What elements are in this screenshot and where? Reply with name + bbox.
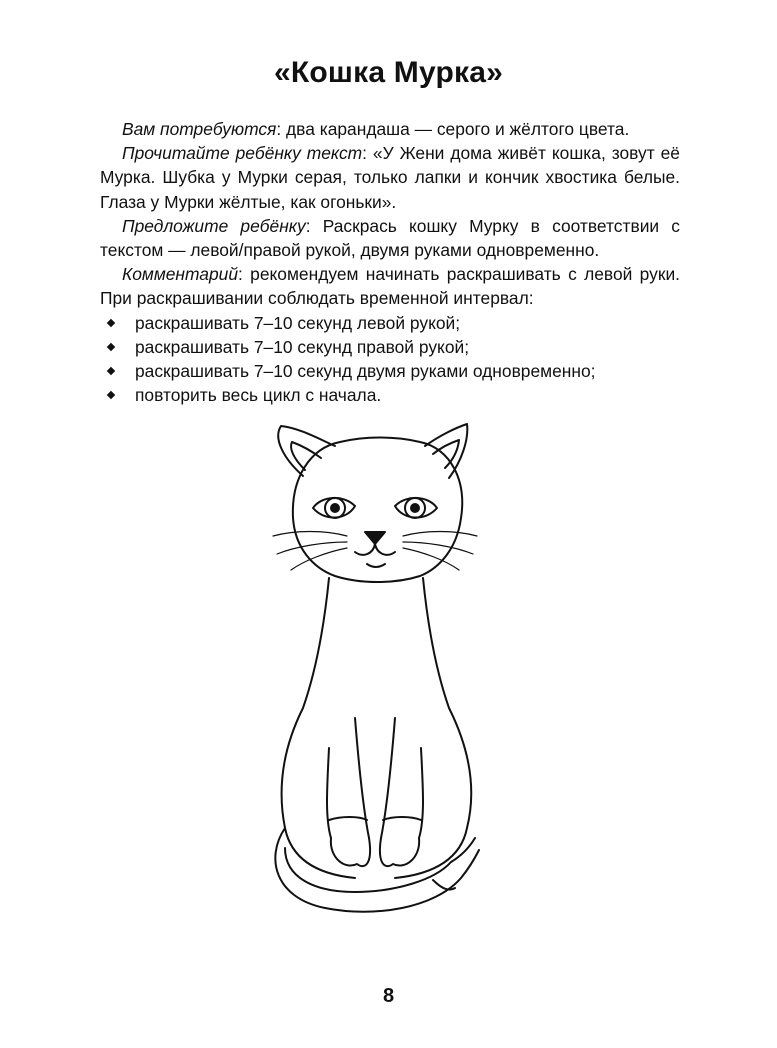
page-title: «Кошка Мурка» <box>274 56 503 89</box>
list-item: раскрашивать 7–10 секунд левой рукой; <box>100 311 680 335</box>
cat-coloring-illustration <box>255 418 515 938</box>
read-text-label: Прочитайте ребёнку текст <box>122 143 363 164</box>
diamond-bullet-icon <box>107 391 115 399</box>
suggest-text: : Раскрась кошку Мурку в соответствии с текстом — левой/правой рукой, двумя руками одновременно. <box>100 215 680 261</box>
suggest-label: Предложите ребёнку <box>122 215 306 236</box>
comment-label: Комментарий <box>122 264 238 285</box>
suggest-paragraph <box>100 214 680 262</box>
list-item: раскрашивать 7–10 секунд правой рукой; <box>100 335 680 359</box>
list-item: раскрашивать 7–10 секунд двумя руками одновременно; <box>100 359 680 383</box>
diamond-bullet-icon <box>107 367 115 375</box>
page-number: 8 <box>382 985 395 1007</box>
interval-list <box>100 311 680 408</box>
diamond-bullet-icon <box>107 343 115 351</box>
comment-text: : рекомендуем начинать раскрашивать с левой руки. При раскрашивании соблюдать временной интервал: <box>100 264 680 309</box>
materials-paragraph <box>100 117 680 141</box>
diamond-bullet-icon <box>107 318 115 326</box>
read-text-paragraph <box>100 141 680 214</box>
read-text-body: : «У Жени дома живёт кошка, зовут её Мурка. Шубка у Мурки серая, только лапки и кончик хвостика белые. Глаза у Мурки жёлтые, как огоньки». <box>100 143 680 212</box>
comment-paragraph <box>100 262 680 310</box>
instructions-text <box>100 117 680 407</box>
materials-text: : два карандаша — серого и жёлтого цвета. <box>276 119 630 139</box>
list-item: повторить весь цикл с начала. <box>100 383 680 407</box>
materials-label: Вам потребуются <box>122 119 277 139</box>
